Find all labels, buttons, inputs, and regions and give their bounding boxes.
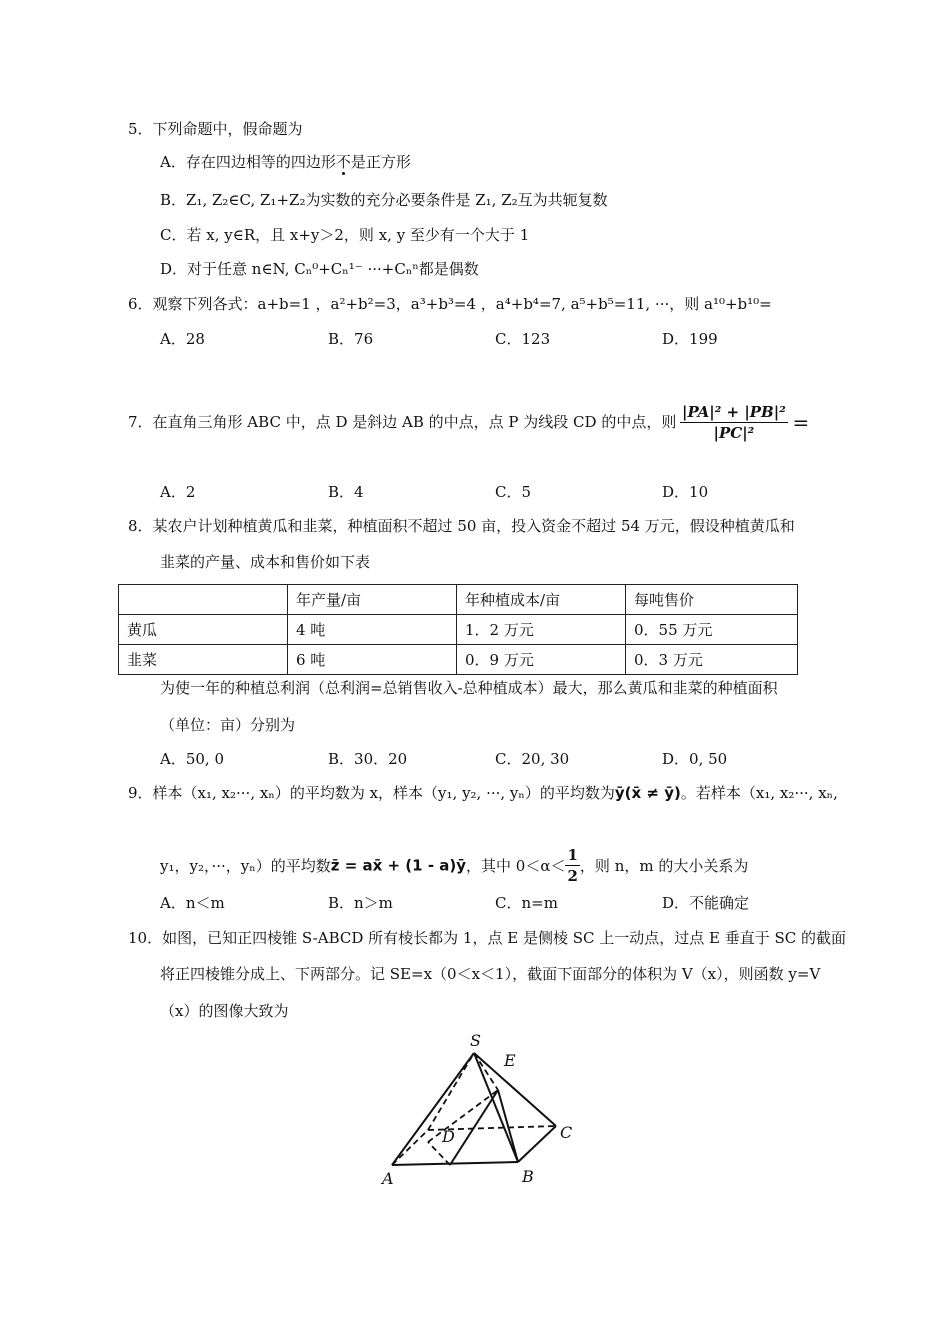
- emphasis-dot: 不: [335, 153, 351, 171]
- table-row: [119, 615, 798, 645]
- q9-option-a: A．n＜m: [160, 894, 225, 912]
- q5-option-d: D．对于任意 n∈N, Cₙ⁰+Cₙ¹⁻ ···+Cₙⁿ都是偶数: [160, 260, 479, 278]
- q5-stem: 5．下列命题中，假命题为: [128, 120, 303, 138]
- q8-after-line2: （单位：亩）分别为: [160, 716, 296, 734]
- label-E: E: [504, 1051, 516, 1070]
- q10-line2: 将正四棱锥分成上、下两部分。记 SE=x（0＜x＜1），截面下面部分的体积为 V（x），则函数 y=V: [160, 965, 821, 983]
- table-cell: 0．9 万元: [457, 645, 626, 675]
- q5-option-c: C．若 x, y∈R，且 x+y＞2，则 x, y 至少有一个大于 1: [160, 226, 530, 244]
- table-header-cell: 每吨售价: [626, 585, 798, 615]
- q8-after-line1: 为使一年的种植总利润（总利润=总销售收入-总种植成本）最大，那么黄瓜和韭菜的种植面积: [160, 679, 778, 697]
- q6-option-d: D．199: [662, 330, 718, 348]
- q9-line2: y₁，y₂，···，yₙ）的平均数z̄ = ax̄ + (1 - a)ȳ，其中 0＜α＜ $\frac{1}{2}$ ，则 n，m 的大小关系为: [160, 846, 749, 885]
- table-cell: 6 吨: [288, 645, 457, 675]
- q8-table: [118, 584, 798, 675]
- q9-math-ybar: ȳ(x̄ ≠ ȳ): [614, 784, 681, 802]
- q6-stem: 6．观察下列各式：a+b=1 ，a²+b²=3，a³+b³=4 ，a⁴+b⁴=7, a⁵+b⁵=11, ···，则 a¹⁰+b¹⁰=: [128, 295, 772, 313]
- q9-option-b: B．n＞m: [328, 894, 393, 912]
- edge-BC: [518, 1126, 556, 1162]
- q10-line3: （x）的图像大致为: [160, 1002, 289, 1020]
- q9-option-d: D．不能确定: [662, 894, 750, 912]
- label-C: C: [560, 1123, 573, 1142]
- table-header-cell: 年种植成本/亩: [457, 585, 626, 615]
- q7-equals: =: [792, 410, 810, 435]
- q8-option-a: A．50, 0: [160, 750, 224, 768]
- edge-AD: [392, 1130, 428, 1165]
- q7-option-a: A．2: [160, 483, 196, 501]
- label-D: D: [442, 1127, 455, 1146]
- q8-option-d: D．0, 50: [662, 750, 728, 768]
- label-A: A: [382, 1169, 394, 1188]
- label-S: S: [470, 1031, 481, 1050]
- edge-AB: [392, 1162, 518, 1165]
- q9-option-c: C．n=m: [495, 894, 558, 912]
- q7-option-d: D．10: [662, 483, 709, 501]
- table-cell: 0．3 万元: [626, 645, 798, 675]
- section-side: [498, 1090, 518, 1162]
- q10-line1: 10．如图，已知正四棱锥 S-ABCD 所有棱长都为 1，点 E 是侧棱 SC 上一动点，过点 E 垂直于 SC 的截面: [128, 929, 847, 947]
- q8-option-b: B．30．20: [328, 750, 408, 768]
- table-cell: 4 吨: [288, 615, 457, 645]
- pyramid-figure: [370, 1030, 590, 1190]
- q5-option-a: A．存在四边相等的四边形不是正方形: [160, 153, 411, 171]
- q9-fraction-half: $\frac{1}{2}$: [567, 846, 578, 885]
- table-header-cell: [119, 585, 288, 615]
- q7-frac-denominator: |PC|²: [713, 424, 755, 442]
- q8-stem-line2: 韭菜的产量、成本和售价如下表: [160, 553, 371, 571]
- edge-SD: [428, 1053, 474, 1130]
- q7-frac-numerator: |PA|² + |PB|²: [682, 403, 786, 421]
- q9-line1: 9．样本（x₁, x₂···, xₙ）的平均数为 x，样本（y₁, y₂, ···, yₙ）的平均数为ȳ(x̄ ≠ ȳ)。若样本（x₁, x₂···, xₙ,: [128, 784, 838, 802]
- q8-stem-line1: 8．某农户计划种植黄瓜和韭菜，种植面积不超过 50 亩，投入资金不超过 54 万元，假设种植黄瓜和: [128, 517, 795, 535]
- table-header-row: [119, 585, 798, 615]
- table-row: [119, 645, 798, 675]
- q7-option-b: B．4: [328, 483, 364, 501]
- q6-option-a: A．28: [160, 330, 205, 348]
- section-hidden-2: [428, 1090, 498, 1142]
- q7-fraction: [680, 402, 809, 443]
- label-B: B: [522, 1167, 534, 1186]
- table-cell: 1．2 万元: [457, 615, 626, 645]
- q7-stem: 7．在直角三角形 ABC 中，点 D 是斜边 AB 的中点，点 P 为线段 CD 的中点，则: [128, 413, 677, 431]
- q8-option-c: C．20, 30: [495, 750, 570, 768]
- table-cell: 0．55 万元: [626, 615, 798, 645]
- q7-option-c: C．5: [495, 483, 532, 501]
- table-cell: 韭菜: [119, 645, 288, 675]
- q5-option-b: B．Z₁, Z₂∈C, Z₁+Z₂为实数的充分必要条件是 Z₁, Z₂互为共轭复数: [160, 191, 608, 209]
- q9-math-zbar: z̄ = ax̄ + (1 - a)ȳ: [330, 856, 467, 875]
- table-header-cell: 年产量/亩: [288, 585, 457, 615]
- table-cell: 黄瓜: [119, 615, 288, 645]
- q6-option-b: B．76: [328, 330, 374, 348]
- q6-option-c: C．123: [495, 330, 551, 348]
